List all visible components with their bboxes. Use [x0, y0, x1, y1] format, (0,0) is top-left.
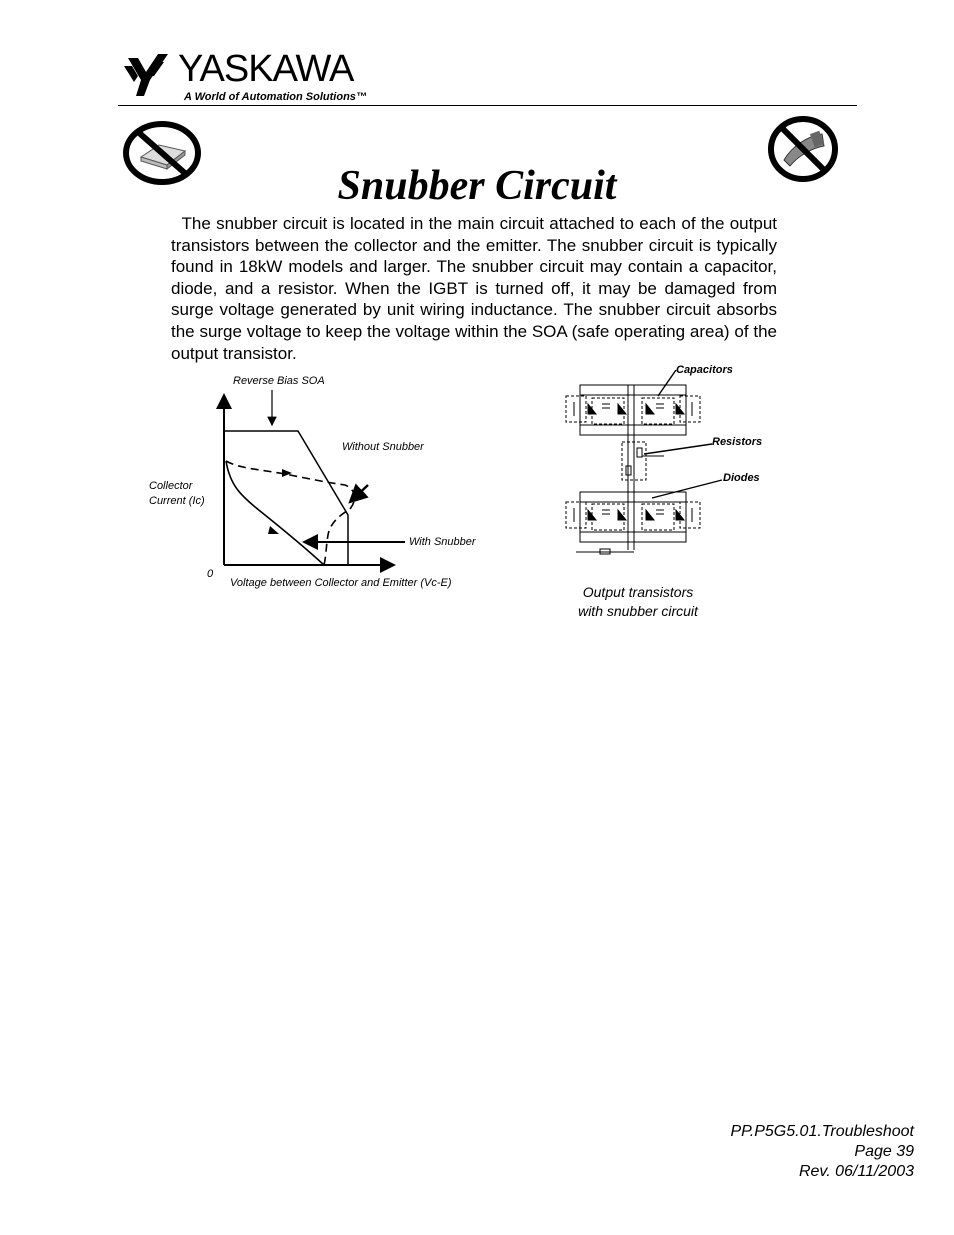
soa-graph	[200, 385, 410, 585]
ylabel-line2: Current (Ic)	[149, 495, 205, 507]
label-reverse-bias-soa: Reverse Bias SOA	[233, 375, 325, 387]
page-footer	[730, 1122, 914, 1182]
body-paragraph-text: The snubber circuit is located in the main circuit attached to each of the output transistors between the collector and the emitter. The snubber circuit is typically found in 18kW models and larger. The snubber circuit may contain a capacitor, diode, and a resistor. When the IGBT is turned off, it may be damaged from surge voltage generated by unit wiring inductance. The snubber circuit absorbs the surge voltage to keep the voltage within the SOA (safe operating area) of the output transistor.	[171, 214, 777, 363]
ylabel-line1: Collector	[149, 480, 193, 492]
arrow-without-snubber	[350, 485, 368, 502]
label-diodes: Diodes	[723, 472, 760, 484]
yaskawa-logo	[124, 50, 424, 106]
without-snubber-curve	[226, 461, 355, 565]
footer-doc-id: PP.P5G5.01.Troubleshoot	[730, 1123, 914, 1140]
label-without-snubber: Without Snubber	[342, 441, 424, 453]
origin-label: 0	[207, 568, 214, 580]
caption-line2: with snubber circuit	[578, 603, 698, 619]
body-paragraph	[171, 213, 777, 364]
page-title: Snubber Circuit	[337, 163, 617, 209]
footer-page: Page 39	[854, 1143, 914, 1160]
logo-text: YASKAWA	[178, 48, 354, 90]
circuit-caption	[548, 583, 728, 621]
label-resistors: Resistors	[712, 436, 763, 448]
snubber-circuit-diagram	[560, 370, 740, 570]
caption-line1: Output transistors	[582, 584, 694, 600]
header-rule	[118, 105, 857, 106]
with-snubber-curve	[226, 461, 324, 565]
pointer-diodes	[652, 480, 722, 498]
soa-boundary	[224, 431, 348, 565]
footer-rev: Rev. 06/11/2003	[798, 1163, 914, 1180]
logo-tagline: A World of Automation Solutions™	[184, 91, 367, 103]
label-capacitors: Capacitors	[676, 364, 733, 376]
pointer-resistors	[644, 444, 712, 454]
yaskawa-logo-mark	[124, 52, 180, 98]
pointer-capacitors	[658, 370, 676, 396]
label-with-snubber: With Snubber	[409, 536, 476, 548]
xlabel: Voltage between Collector and Emitter (Vc-E)	[230, 577, 452, 589]
